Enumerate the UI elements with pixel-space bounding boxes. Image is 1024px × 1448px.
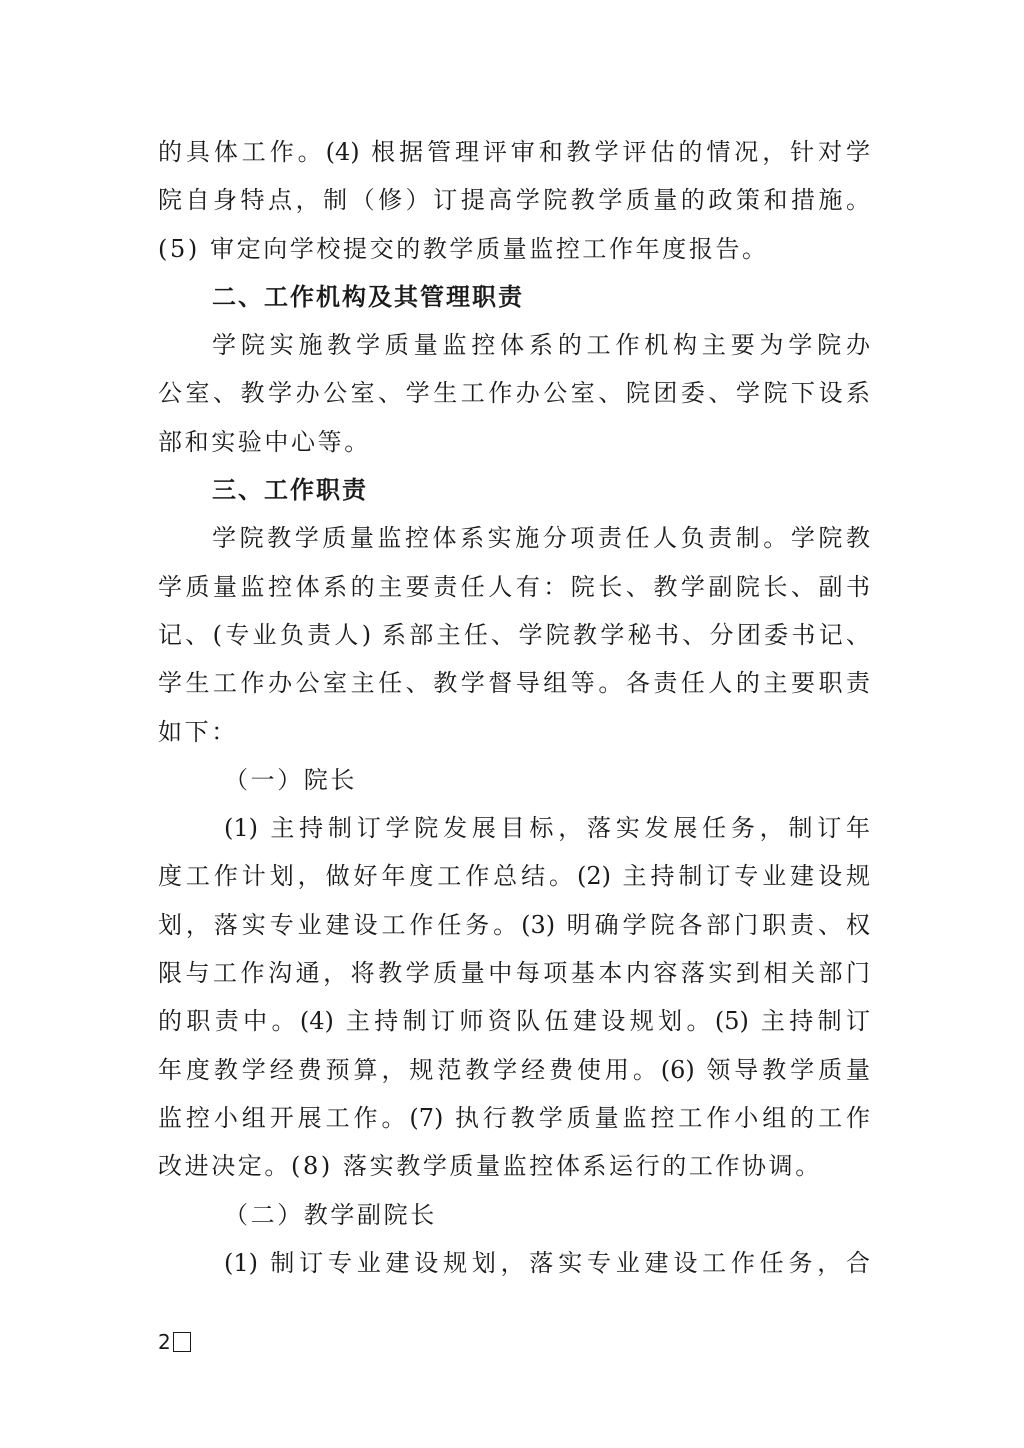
text-line: 如下：	[158, 717, 238, 746]
text-line: (5) 审定向学校提交的教学质量监控工作年度报告。	[158, 234, 769, 263]
subsection-heading-dean: （一）院长	[224, 765, 357, 794]
text-line: 学院教学质量监控体系实施分项责任人负责制。学院教	[212, 524, 870, 553]
placeholder-box-icon	[173, 1332, 191, 1352]
text-line: 公室、教学办公室、学生工作办公室、院团委、学院下设系	[158, 379, 870, 408]
text-line: 度工作计划，做好年度工作总结。(2) 主持制订专业建设规	[158, 862, 870, 891]
text-line: 记、(专业负责人) 系部主任、学院教学秘书、分团委书记、	[158, 620, 870, 649]
text-line: 学院实施教学质量监控体系的工作机构主要为学院办	[212, 331, 870, 360]
section-heading-2: 二、工作机构及其管理职责	[212, 282, 524, 311]
text-line: (1) 主持制订学院发展目标，落实发展任务，制订年	[224, 814, 870, 843]
page-number: 2	[158, 1330, 171, 1354]
text-line: 划，落实专业建设工作任务。(3) 明确学院各部门职责、权	[158, 910, 870, 939]
section-heading-3: 三、工作职责	[212, 476, 368, 505]
text-line: 学生工作办公室主任、教学督导组等。各责任人的主要职责	[158, 669, 870, 698]
text-line: 学质量监控体系的主要责任人有：院长、教学副院长、副书	[158, 572, 870, 601]
body-text	[158, 128, 870, 1287]
text-line: 的职责中。(4) 主持制订师资队伍建设规划。(5) 主持制订	[158, 1007, 870, 1036]
text-line: 限与工作沟通，将教学质量中每项基本内容落实到相关部门	[158, 959, 870, 988]
text-line: 改进决定。(8) 落实教学质量监控体系运行的工作协调。	[158, 1152, 822, 1181]
text-line: 监控小组开展工作。(7) 执行教学质量监控工作小组的工作	[158, 1103, 870, 1132]
text-line: 年度教学经费预算，规范教学经费使用。(6) 领导教学质量	[158, 1055, 870, 1084]
text-line: 的具体工作。(4) 根据管理评审和教学评估的情况，针对学	[158, 138, 870, 166]
page-footer	[158, 1328, 191, 1356]
subsection-heading-vice-dean: （二）教学副院长	[224, 1200, 437, 1229]
text-line: 部和实验中心等。	[158, 427, 371, 456]
text-line: (1) 制订专业建设规划，落实专业建设工作任务，合	[224, 1248, 870, 1277]
text-line: 院自身特点，制（修）订提高学院教学质量的政策和措施。	[158, 186, 870, 215]
